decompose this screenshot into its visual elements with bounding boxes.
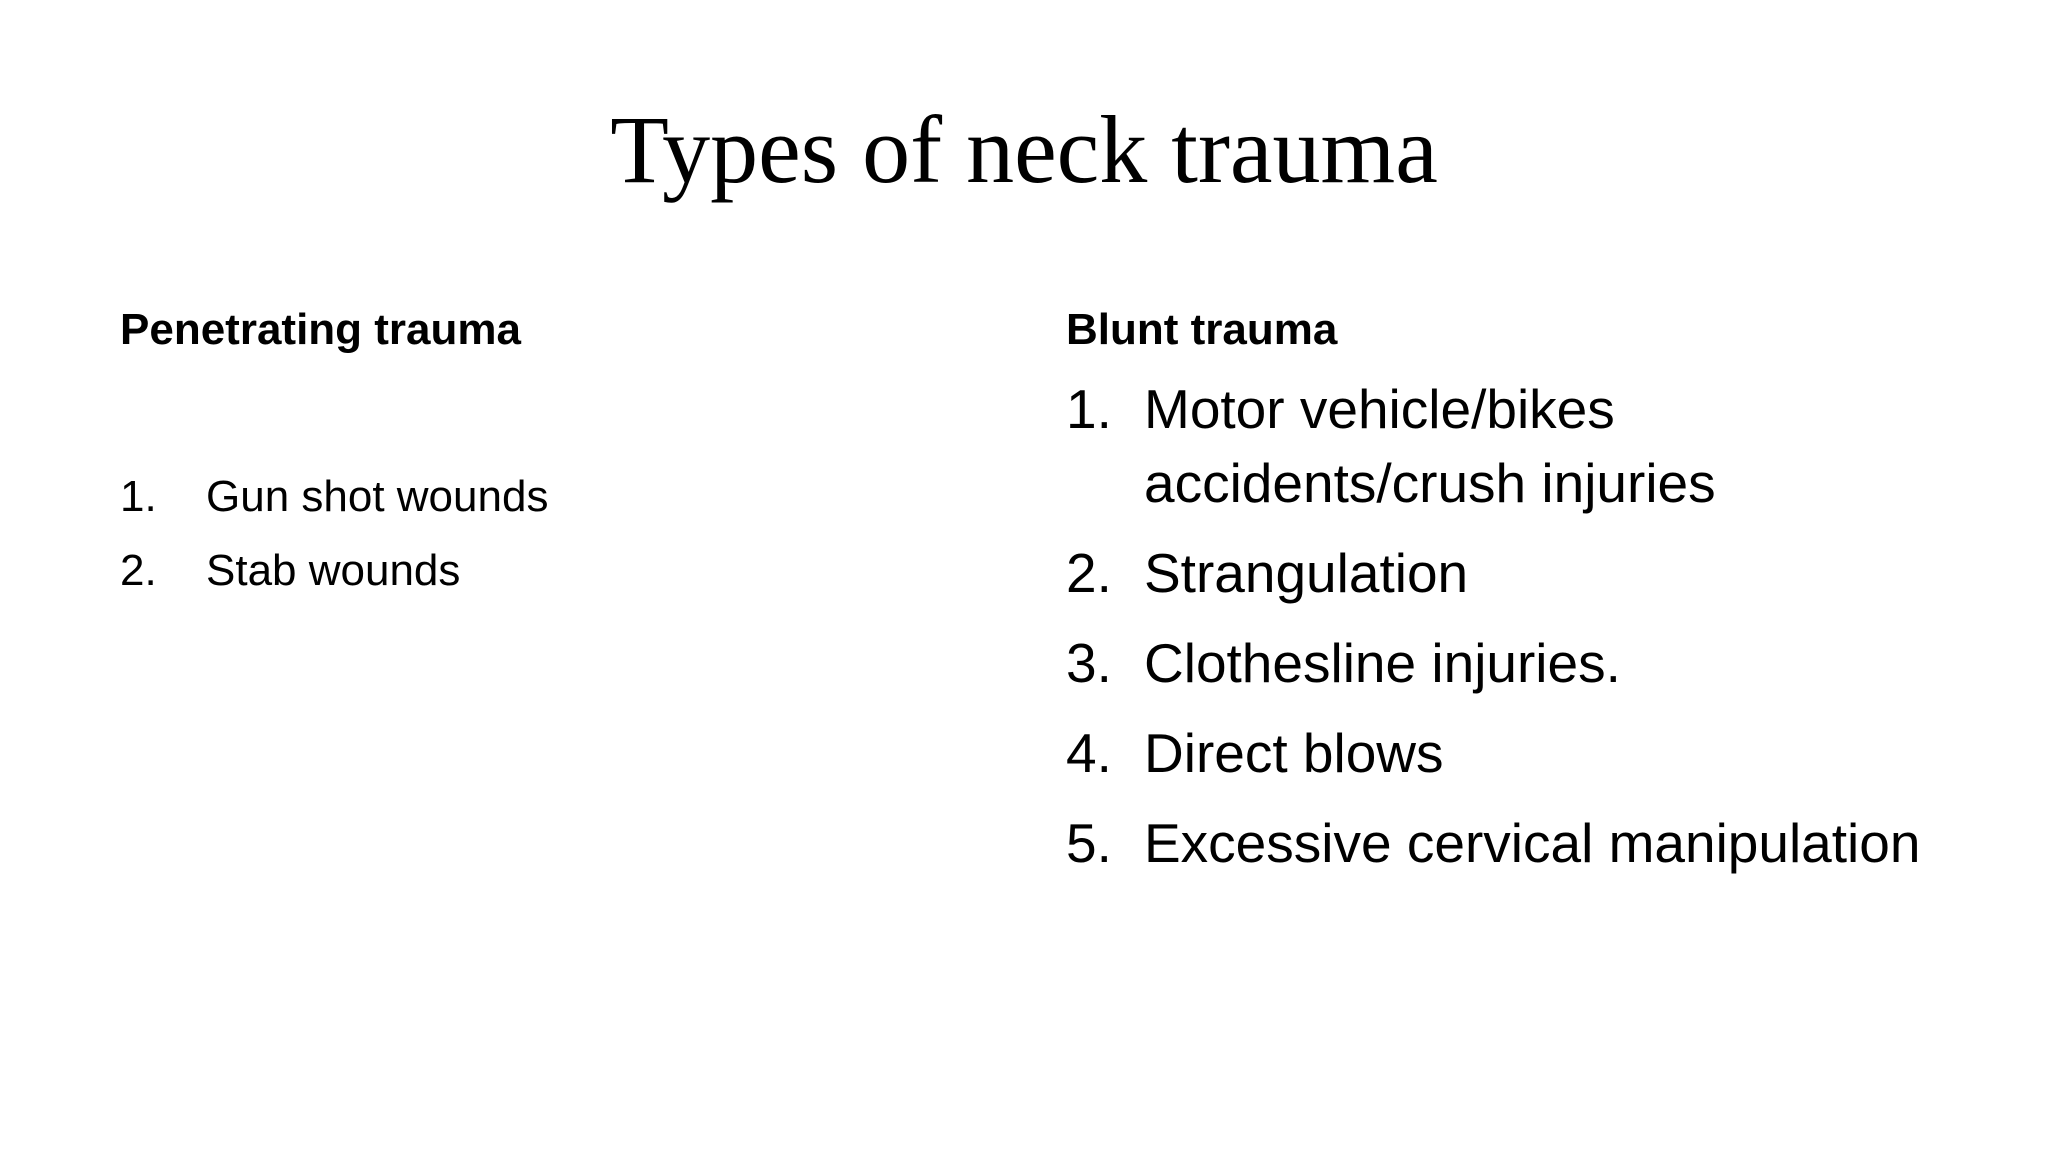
list-item-number: 4. — [1066, 722, 1112, 784]
list-item-text: Stab wounds — [206, 546, 461, 595]
blunt-trauma-list — [1066, 372, 1966, 880]
list-item-number: 2. — [1066, 542, 1112, 604]
list-item — [1066, 536, 1966, 610]
list-item — [120, 460, 940, 534]
blunt-trauma-heading: Blunt trauma — [1066, 305, 1338, 354]
list-item-text: Strangulation — [1144, 542, 1469, 604]
list-item-number: 5. — [1066, 812, 1112, 874]
list-item-text: Motor vehicle/bikes accidents/crush injuries — [1144, 378, 1716, 514]
penetrating-trauma-heading: Penetrating trauma — [120, 305, 521, 354]
list-item — [120, 534, 940, 608]
list-item-text: Clothesline injuries. — [1144, 632, 1621, 694]
list-item-text: Excessive cervical manipulation — [1144, 812, 1921, 874]
list-item-text: Direct blows — [1144, 722, 1444, 784]
list-item — [1066, 806, 1966, 880]
slide-title: Types of neck trauma — [610, 96, 1438, 203]
blunt-trauma-column — [1066, 300, 1966, 896]
list-item-number: 3. — [1066, 632, 1112, 694]
list-item-text: Gun shot wounds — [206, 472, 549, 521]
list-item-number: 1. — [120, 472, 157, 521]
penetrating-trauma-list — [120, 460, 940, 608]
list-item — [1066, 626, 1966, 700]
penetrating-trauma-column — [120, 300, 940, 608]
list-item — [1066, 372, 1966, 520]
list-item-number: 1. — [1066, 378, 1112, 440]
list-item-number: 2. — [120, 546, 157, 595]
list-item — [1066, 716, 1966, 790]
